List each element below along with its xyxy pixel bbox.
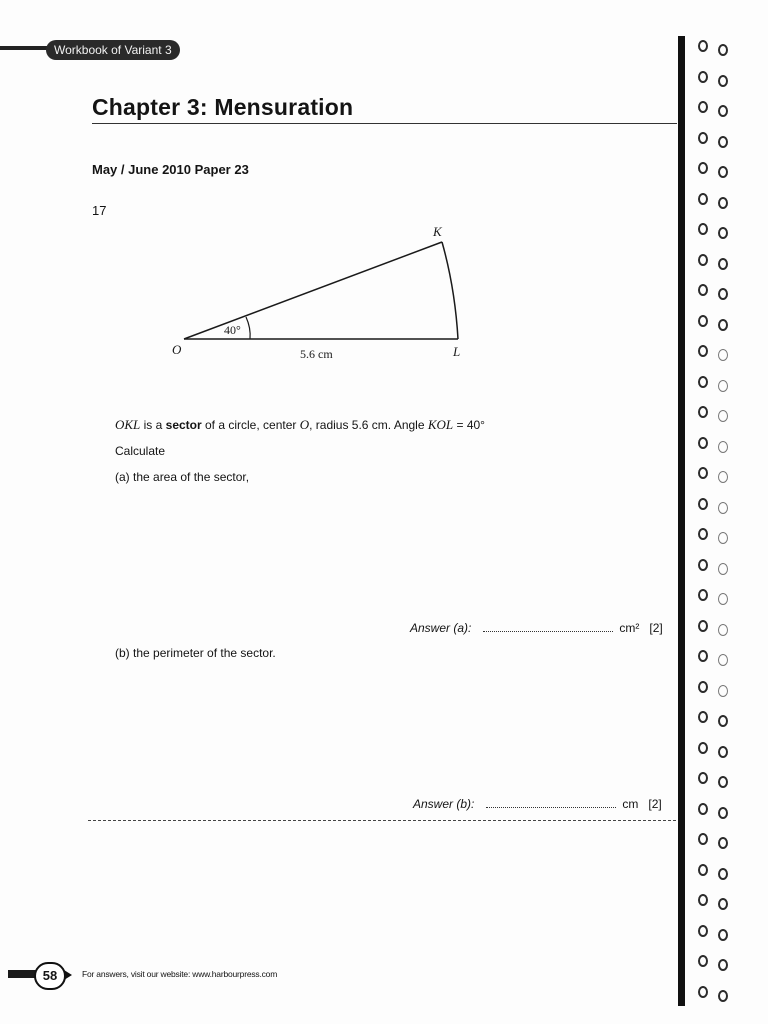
binding-ring <box>718 563 728 575</box>
binding-ring <box>698 864 708 876</box>
footer-arrow-icon <box>64 970 72 980</box>
radius-ok <box>184 242 442 339</box>
binding-ring <box>698 132 708 144</box>
binding-ring <box>718 837 728 849</box>
answer-a-label: Answer (a): <box>410 621 472 635</box>
binding-ring <box>698 498 708 510</box>
question-statement <box>115 417 485 433</box>
binding-ring <box>698 894 708 906</box>
page-number: 58 <box>34 962 66 990</box>
answer-b-blank[interactable] <box>486 798 616 808</box>
binding-ring <box>698 315 708 327</box>
binding-ring <box>698 925 708 937</box>
binding-ring <box>718 166 728 178</box>
binding-ring <box>718 807 728 819</box>
footer-website-text: For answers, visit our website: www.harbourpress.com <box>82 969 278 979</box>
binding-ring <box>718 349 728 361</box>
binding-ring <box>718 929 728 941</box>
part-b-text: (b) the perimeter of the sector. <box>115 646 276 660</box>
binding-ring <box>718 288 728 300</box>
binding-ring <box>718 75 728 87</box>
statement-text-2: of a circle, center <box>201 418 300 432</box>
binding-ring <box>698 467 708 479</box>
binding-ring <box>698 284 708 296</box>
statement-text-4: = 40° <box>453 418 485 432</box>
part-a-text: (a) the area of the sector, <box>115 470 250 484</box>
answer-a-row <box>410 621 663 635</box>
binding-ring <box>718 685 728 697</box>
binding-ring <box>698 162 708 174</box>
angle-arc <box>246 317 250 339</box>
binding-ring <box>718 136 728 148</box>
binding-ring <box>698 589 708 601</box>
answer-b-marks: [2] <box>648 797 662 811</box>
binding-ring <box>718 258 728 270</box>
binding-ring <box>718 380 728 392</box>
binding-ring <box>718 197 728 209</box>
vertex-o-label: O <box>172 342 182 357</box>
binding-ring <box>698 803 708 815</box>
binding-ring <box>698 833 708 845</box>
question-number: 17 <box>92 203 107 218</box>
binding-ring <box>698 742 708 754</box>
okl-symbol: OKL <box>115 417 141 432</box>
binding-ring <box>718 868 728 880</box>
binding-ring <box>718 441 728 453</box>
question-divider <box>88 820 676 821</box>
binding-ring <box>698 681 708 693</box>
answer-b-row <box>413 797 662 811</box>
binding-ring <box>698 437 708 449</box>
binding-ring <box>718 502 728 514</box>
chapter-title: Chapter 3: Mensuration <box>92 94 354 120</box>
binding-ring <box>718 990 728 1002</box>
binding-ring <box>718 532 728 544</box>
binding-ring <box>698 986 708 998</box>
answer-a-blank[interactable] <box>483 622 613 632</box>
binding-ring <box>698 650 708 662</box>
paper-reference: May / June 2010 Paper 23 <box>92 162 249 177</box>
binding-ring <box>718 410 728 422</box>
binding-ring <box>698 772 708 784</box>
arc-kl <box>442 242 458 339</box>
binding-ring <box>718 654 728 666</box>
binding-ring <box>718 471 728 483</box>
binding-ring <box>698 254 708 266</box>
binding-ring <box>718 776 728 788</box>
binding-ring <box>698 559 708 571</box>
binding-ring <box>698 193 708 205</box>
binding-ring <box>718 319 728 331</box>
sector-keyword: sector <box>165 418 202 432</box>
binding-ring <box>698 528 708 540</box>
answer-a-unit: cm² <box>619 621 640 635</box>
spiral-spine <box>678 36 685 1006</box>
vertex-l-label: L <box>453 344 461 359</box>
binding-ring <box>698 71 708 83</box>
binding-ring <box>698 955 708 967</box>
binding-ring <box>718 105 728 117</box>
binding-ring <box>718 959 728 971</box>
radius-label: 5.6 cm <box>300 347 333 361</box>
binding-ring <box>718 593 728 605</box>
calculate-instruction: Calculate <box>115 444 166 458</box>
binding-ring <box>718 44 728 56</box>
binding-ring <box>698 40 708 52</box>
binding-ring <box>698 376 708 388</box>
statement-text-1: is a <box>140 418 166 432</box>
statement-text-3: , radius 5.6 cm. Angle <box>309 418 428 432</box>
binding-ring <box>718 227 728 239</box>
answer-a-marks: [2] <box>649 621 663 635</box>
binding-ring <box>698 406 708 418</box>
workbook-tab: Workbook of Variant 3 <box>46 40 180 60</box>
binding-ring <box>718 898 728 910</box>
o-symbol: O <box>299 417 310 432</box>
answer-b-label: Answer (b): <box>413 797 475 811</box>
kol-symbol: KOL <box>427 417 454 432</box>
binding-ring <box>718 715 728 727</box>
angle-label: 40° <box>224 323 241 337</box>
binding-ring <box>718 746 728 758</box>
answer-b-unit: cm <box>622 797 639 811</box>
binding-ring <box>698 711 708 723</box>
binding-ring <box>698 223 708 235</box>
binding-ring <box>698 101 708 113</box>
vertex-k-label: K <box>433 224 442 239</box>
binding-ring <box>718 624 728 636</box>
binding-ring <box>698 345 708 357</box>
binding-ring <box>698 620 708 632</box>
